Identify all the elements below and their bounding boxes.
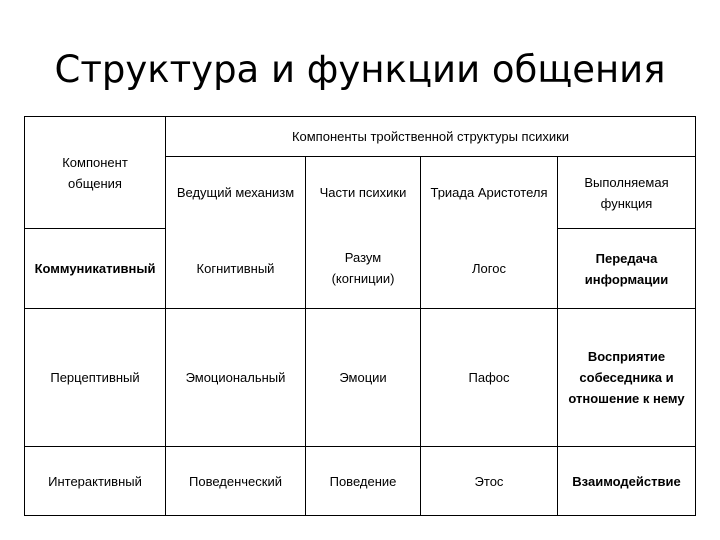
header-aristotle: Триада Аристотеля — [421, 157, 558, 229]
page-title: Структура и функции общения — [54, 48, 666, 91]
cell-psyche-part: Поведение — [306, 447, 421, 516]
cell-aristotle: Этос — [421, 447, 558, 516]
cell-function: Восприятие собеседника и отношение к нему — [558, 309, 696, 447]
cell-component: Интерактивный — [25, 447, 166, 516]
header-function: Выполняемая функция — [558, 157, 696, 229]
table-row — [25, 309, 696, 447]
header-psyche-structure: Компоненты тройственной структуры психики — [166, 117, 696, 157]
cell-aristotle: Логос — [421, 229, 558, 309]
cell-psyche-part: Разум (когниции) — [306, 229, 421, 309]
cell-component: Перцептивный — [25, 309, 166, 447]
header-mechanism: Ведущий механизм — [166, 157, 306, 229]
cell-function: Взаимодействие — [558, 447, 696, 516]
header-component: Компонент общения — [25, 117, 166, 229]
table-row — [25, 229, 696, 309]
communication-structure-table — [24, 116, 696, 516]
cell-component: Коммуникативный — [25, 229, 166, 309]
cell-function: Передача информации — [558, 229, 696, 309]
cell-mechanism: Поведенческий — [166, 447, 306, 516]
cell-psyche-part: Эмоции — [306, 309, 421, 447]
table-row — [25, 447, 696, 516]
header-row-top — [25, 117, 696, 157]
header-psyche-part: Части психики — [306, 157, 421, 229]
cell-mechanism: Эмоциональный — [166, 309, 306, 447]
cell-mechanism: Когнитивный — [166, 229, 306, 309]
cell-aristotle: Пафос — [421, 309, 558, 447]
